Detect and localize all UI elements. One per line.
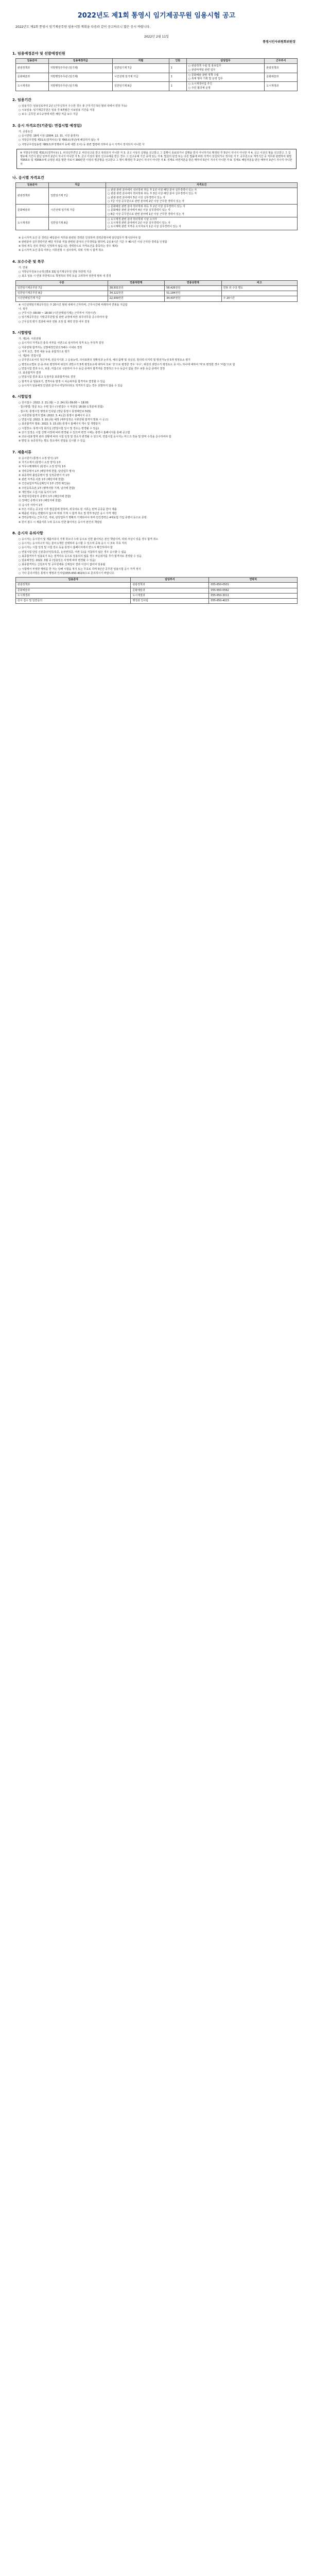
column-header: 비고 <box>221 280 297 285</box>
section-line: ② 자기소개서 (통영시 소정 양식) 1부 <box>19 461 61 465</box>
section-line: ○ 시험에서 부정한 행위를 한 자는 당해 시험을 정지 또는 무효로 하며 5년간 공무원 임용시험 응시 자격 정지 <box>19 567 141 571</box>
section-line: ※ 응시자격 요건 중 경력은 해당분야 직무와 관련된 경력만 인정하며 경력증명서에 담당업무가 명시되어야 함 <box>19 236 141 240</box>
table-row <box>16 593 298 598</box>
section-line: ⑪ 장애인 증명서 1부 (해당자에 한함) <box>19 499 61 503</box>
table-cell: 055-650-3011 <box>209 593 298 598</box>
table-cell: 51,184천원 <box>165 291 221 296</box>
section-line: ※ 모든 서류는 공고일 이후 발급분에 한하며, 외국어로 된 서류는 번역 공증을 받아 제출 <box>19 507 117 511</box>
table-cell: 055-650-4023 <box>209 599 298 604</box>
table-cell: 일반임기제 7급 <box>49 188 106 205</box>
section-line: ※ 발열 등 유증상자는 별도 장소에서 면접을 실시할 수 있음 <box>19 439 85 443</box>
section-line: ○ 최초 임용 시 연봉 하한액으로 책정하되 경력 등을 고려하여 상한액 범위 내 결정 <box>19 275 111 278</box>
section-line: ○ 임용기간: 임용일로부터 2년 (근무실적이 우수한 경우 총 근무기간 5년 범위 내에서 연장 가능) <box>19 104 127 108</box>
column-header: 담당부서 <box>131 578 209 583</box>
table-cell: 일반임기제 7급 <box>113 64 169 73</box>
document <box>12 0 301 604</box>
column-header: 구분 <box>16 280 108 285</box>
table-cell: 연봉 외 수당 별도 <box>221 285 297 291</box>
section-line: ○ 응시자는 응시하고자 하는 분야 1개만 선택하여 응시할 수 있으며 중복 응시 시 모두 무효 처리 <box>19 542 127 546</box>
section-line: ○ 근무실적 평가 결과에 따라 연봉 조정 및 계약 연장 여부 결정 <box>19 320 90 324</box>
table-cell: ○ 문화예술 관련 정책 수립 ○ 축제 행사 기획 및 운영 업무 <box>186 73 264 82</box>
table-cell: 34,437천원 <box>165 296 221 301</box>
section-line: ○ 최종합격자 발표: 2022. 3. 15.(화) 통영시 홈페이지 게시 및 개별통지 <box>19 422 101 426</box>
table-cell: 일반임기제공무원 8급 <box>16 291 108 296</box>
section-line: ○ 평정요소별로 상·중·하로 평정하며 위원의 과반수가 5개 평정요소에 대하여 모두 '상'으로 평정한 경우 '우수', 위원의 과반수가 평정요소 중 어느 하나에 대하여 '하'로 평정한 경우 '미흡'으로 함 <box>19 363 235 366</box>
table-row <box>16 205 298 217</box>
section-heading: 나. 응시별 자격요건 <box>12 175 44 180</box>
column-header: 담당업무 <box>186 59 264 64</box>
table-wrap <box>15 58 298 91</box>
table-head <box>16 578 298 583</box>
data-table <box>15 182 298 230</box>
section-line: ※ 경력증명서는 근무기간, 직위, 담당업무가 명확히 기재되어야 하며 민간경력은 4대보험 가입 증명서 등으로 증빙 <box>19 516 147 520</box>
section-line: ⑩ 취업지원대상자 증명서 1부 (해당자에 한함) <box>19 495 71 499</box>
notice-date: 2022년 2월 11일 <box>144 35 169 39</box>
table-wrap <box>15 577 298 604</box>
column-header: 임용분야 <box>16 59 49 64</box>
section-line: ○ 응시자는 시험 일정 및 시험 장소 등을 통영시 홈페이지에서 반드시 확인하여야 함 <box>19 546 113 550</box>
table-cell: 문화예술과 <box>265 73 298 82</box>
table-cell: 관광정책과 <box>16 583 131 588</box>
section-heading: 3. 응시 자격요건(기준일: 면접시험 예정일) <box>12 123 82 128</box>
section-line: 나. 제2차: 면접시험 <box>19 354 41 358</box>
table-cell: 주 20시간 <box>221 296 297 301</box>
column-header: 임용분야 <box>16 578 131 583</box>
table-cell: 문화예술과 <box>16 73 49 82</box>
table-cell: 관광정책과 <box>16 64 49 73</box>
table-cell: 일반임기제 8급 <box>49 217 106 230</box>
table-body <box>16 188 298 230</box>
table-cell: 도시재생과 <box>131 593 209 598</box>
table-header-row <box>16 280 298 285</box>
section-line: ※ 관련분야 실무경력이란 해당 직무와 직접 관련된 분야의 근무경력을 말하며, 1일 8시간 기준 주 40시간 이상 근무한 경력을 인정함 <box>19 240 167 244</box>
table-cell: ○ 문화예술 관련 분야 학사학위 취득 후 2년 이상 실무경력이 있는 자 ○ 문화예술 관련 분야에서 4년 이상 실무경력이 있는 자 ○ 8급 이상 공무원으로 관련 분야에 1년 이상 근무한 경력이 있는 자 <box>106 205 298 217</box>
top-note <box>12 0 301 4</box>
section-line: ○ 공무원으로서의 정신자세, 전문지식과 그 응용능력, 의사표현의 정확성과 논리성, 예의·품행 및 성실성, 창의력·의지력 및 발전가능성 5개 평정요소 평가 <box>19 359 190 362</box>
table-cell: 시간선택 임기제 가급 <box>49 205 106 217</box>
table-cell: 관광정책과 <box>131 583 209 588</box>
table-body <box>16 285 298 301</box>
section-heading: 2. 임용기간 <box>12 97 32 102</box>
table-cell: 일반임기제 8급 <box>113 82 169 91</box>
section-line: ○ 보수: 공무원 보수규정에 따른 해당 직급 보수 지급 <box>19 113 78 116</box>
section-line: ○ 기타 문의사항은 통영시 행정과 인사팀(055-650-4023)으로 문의하시기 바랍니다. <box>19 571 115 575</box>
table-cell: 문화예술과 <box>131 588 209 593</box>
table-cell: ○ 도시재생사업 추진 ○ 주민 협의체 운영 <box>186 82 264 91</box>
section-line: ③ 직무수행계획서 (통영시 소정 양식) 1부 <box>19 465 66 469</box>
section-line: ○ 임용예정일: 2022. 3월 중 (임용일은 사정에 따라 변경될 수 있음) <box>19 559 96 563</box>
section <box>12 450 301 524</box>
section-line: ○ 원서접수: 2022. 2. 21.(월) ~ 2. 24.(목) 09:00 ~ 18:00 <box>19 401 89 405</box>
data-table <box>15 280 298 302</box>
section <box>12 175 301 230</box>
table-row <box>16 64 298 73</box>
issuing-org: 통영시인사위원회위원장 <box>263 40 295 44</box>
section-line: 가. 연봉 <box>19 266 28 269</box>
table-row <box>16 188 298 205</box>
table-cell: 1 <box>169 82 186 91</box>
section-line: ○ 지방공무원보수규정 [별표 33] 임기제공무원 연봉 하한액 기준 <box>19 270 92 274</box>
table-cell: 지방행정주무관 (임기제) <box>48 82 112 91</box>
section <box>12 97 301 117</box>
section-line: - 접수방법: 방문 또는 우편 접수 (우편접수 시 마감일 18:00 도착분에 한함) <box>19 405 103 409</box>
section-line: ○ 서류전형 합격자 발표: 2022. 3. 4.(금) 통영시 홈페이지 공고 <box>19 414 91 417</box>
section <box>12 123 301 169</box>
section-heading: 6. 시험일정 <box>12 395 32 399</box>
table-row <box>16 583 298 588</box>
table-cell: 도시재생과 <box>265 82 298 91</box>
table-head <box>16 182 298 188</box>
intro-text: 2022년도 제1회 통영시 임기제공무원 임용시험 계획을 다음과 같이 공고하오니 많은 응시 바랍니다. <box>15 25 151 29</box>
table-row <box>16 217 298 230</box>
data-table <box>15 58 298 91</box>
table-row <box>16 588 298 593</box>
section-line: ⑦ 건강보험자격득실확인서 1부 (경력 확인용) <box>19 482 71 486</box>
note-box: ※ 지방공무원법 제31조(결격사유) 1. 피성년후견인 2. 파산선고를 받고 복권되지 아니한 자 3. 금고 이상의 실형을 선고받고 그 집행이 종료되거나 집행을 받지 아니하기로 확정된 후 5년이 지나지 아니한 자 4. 금고 이상의 형을 선고받고 그 집행유예 기간이 끝난 날부터 2년이 지나지 아니한 자 5. 금고 이상의 형의 선고유예를 받은 경우 그 선고유예 기간 중에 있는 자 6. 법원의 판결 또는 다른 법률에 따라 자격이 상실되거나 정지된 자 7. 공무원으로 재직기간 중 직무와 관련하여 형법 제355조 및 제356조에 규정된 죄를 범한 자로서 300만원 이상의 벌금형을 선고받고 그 형이 확정된 후 2년이 지나지 아니한 자 8. 징계로 파면처분을 받은 때부터 5년이 지나지 아니한 자 9. 징계로 해임처분을 받은 때부터 3년이 지나지 아니한 자 <box>16 149 297 169</box>
table-row <box>16 82 298 91</box>
column-header: 인원 <box>169 59 186 64</box>
column-header: 자격요건 <box>106 182 298 188</box>
section-line: ○ 최종합격자가 임용포기 또는 결격사유 등으로 임용되지 않을 경우 차순위자를 추가 합격자로 결정할 수 있음 <box>19 554 142 558</box>
section <box>12 236 301 253</box>
table-row <box>16 291 298 296</box>
column-header: 임용예정직급 <box>48 59 112 64</box>
table-cell <box>221 291 297 296</box>
section-line: 나. 복무 <box>19 307 28 311</box>
table-row <box>16 296 298 301</box>
section-line: ○ 서류전형 합격자는 선발예정인원의 5배수 이내로 결정 <box>19 346 82 349</box>
table-cell: 58,426천원 <box>165 285 221 291</box>
table-cell: 지방행정주무관 (임기제) <box>48 73 112 82</box>
table-body <box>16 583 298 604</box>
section-line: ○ 면접시험 결과 최고 득점자를 최종합격자로 결정 <box>19 376 76 379</box>
section <box>12 531 301 604</box>
table-cell: 도시재생과 <box>16 593 131 598</box>
table-cell: 22,939천원 <box>108 296 164 301</box>
table-cell: 055-650-0501 <box>209 583 298 588</box>
table-cell: ○ 관광정책 수립 및 홍보업무 ○ 관광마케팅 관련 업무 <box>186 64 264 73</box>
table-header-row <box>16 182 298 188</box>
section-heading: 7. 제출서류 <box>12 450 32 454</box>
section-line: ○ 시보임용: 임기제공무원은 임용 후 6개월간 시보임용 기간을 거침 <box>19 109 95 112</box>
section-line: ○ 지방공무원법 제31조(결격사유) 및 제65조(정년)에 해당하지 않는 자 <box>19 139 99 142</box>
table-cell: 문화예술과 <box>16 205 49 217</box>
section-line: ⑫ 응시자 서약서 1부 <box>19 503 43 507</box>
section-line: - 접수처: 통영시청 행정과 인사팀 (경남 통영시 통영해안로 515) <box>19 410 91 413</box>
section-line: 다. 최종합격자 결정 <box>19 371 41 375</box>
section-line: 가. 공통요건 <box>19 130 33 133</box>
column-header: 연락처 <box>209 578 298 583</box>
section-line: ※ 응시자격 요건 충족 여부는 서류전형 시 심사하며, 허위 기재 시 합격 취소 <box>19 249 103 252</box>
table-header-row <box>16 578 298 583</box>
section <box>12 394 301 444</box>
table-wrap <box>15 182 298 230</box>
section-heading: 8. 응시자 유의사항 <box>12 531 43 535</box>
section-line: ※ 상기 일정은 시험 진행 사정에 따라 변경될 수 있으며 변경 시에는 통영시 홈페이지를 통해 공고함 <box>19 431 130 434</box>
section-line: ○ 면접시험 결과 우수, 보통, 미흡으로 구분하여 우수 등급 중에서 합격자를 결정하고 우수 등급이 없을 경우 보통 등급 중에서 결정 <box>19 367 165 370</box>
table-cell: 관광정책과 <box>265 64 298 73</box>
section-line: ※ 원서 접수 시 제출서류 누락 등으로 인한 불이익은 응시자 본인의 책임임 <box>19 520 102 524</box>
section-line: ○ 응시자가 임용예정 인원과 같거나 미달하더라도 적격자가 없는 경우 선발하지 않을 수 있음 <box>19 384 123 387</box>
table-cell: 지방행정주무관 (임기제) <box>48 64 112 73</box>
section-line: ○ 면접시험 당일 신분증(주민등록증, 운전면허증, 여권 등)을 지참하지 않은 경우 응시할 수 없음 <box>19 550 127 554</box>
section-line: ① 응시원서 (통영시 소정 양식) 1부 <box>19 456 59 460</box>
table-cell: 시간선택 임기제 가급 <box>113 73 169 82</box>
table-cell: 도시재생과 <box>16 217 49 230</box>
section-line: ○ 시험장소: 통영시청 회의실 (면접시험 일시 및 장소는 변경될 수 있음) <box>19 427 99 430</box>
sections <box>12 51 301 604</box>
section-line: ○ 임기제공무원은 지방공무원법 및 관련 규정에 따른 복무의무를 준수하여야 함 <box>19 316 108 319</box>
section-line: ※ 시간선택임기제공무원은 주 20시간 범위 내에서 근무하며, 근무시간에 비례하여 연봉을 지급함 <box>19 303 128 307</box>
section-line: ⑧ 주민등록초본 1부 (병역사항 기재, 남자에 한함) <box>19 486 75 490</box>
table-cell: 행정과 인사팀 <box>131 599 209 604</box>
table-cell: 문화예술과 <box>16 588 131 593</box>
table-body <box>16 64 298 91</box>
section-line: ○ 합격자 중 임용포기, 결격사유 발생 시 차순위자를 합격자로 결정할 수 있음 <box>19 380 106 383</box>
table-cell: 055-650-0562 <box>209 588 298 593</box>
section-heading: 1. 임용예정분야 및 선발예정인원 <box>12 51 65 56</box>
section-line: ※ 제출된 서류는 반환하지 않으며 허위 기재 시 합격 취소 및 향후 5년간 응시 자격 제한 <box>19 512 117 516</box>
column-header: 직급 <box>49 182 106 188</box>
section-line: ○ 근무시간: 09:00 ~ 18:00 (시간선택임기제는 근무부서 지정시간) <box>19 312 96 315</box>
section-line: ○ 응시연령: 18세 이상 (2004. 12. 31. 이전 출생자) <box>19 134 79 138</box>
section-line: 가. 제1차: 서류전형 <box>19 337 41 341</box>
section-line: ○ 응시자의 자격요건 충족 여부를 서면으로 심사하여 적격 또는 부적격 결정 <box>19 342 104 345</box>
section <box>12 259 301 324</box>
section-line: ○ 지방공무원임용령 제65조(부정행위자 등에 대한 조치) 등 관련 법령에 의하여 응시 자격이 정지되지 아니한 자 <box>19 143 145 146</box>
section-line: ⑤ 최종학력 졸업증명서 및 성적증명서 각 1부 <box>19 473 70 477</box>
table-cell: 관광정책과 <box>16 188 49 205</box>
section-heading: 5. 시험방법 <box>12 330 32 335</box>
section-line: ※ 코로나19 방역 관리 상황에 따라 시험 일정 및 장소가 변경될 수 있으며, 면접시험 응시자는 마스크 착용 및 방역 수칙을 준수하여야 함 <box>19 435 171 439</box>
section-line: ○ 면접시험: 2022. 3. 10.(목) 예정 (세부일정은 서류전형 합격자 발표 시 공고) <box>19 418 109 422</box>
section <box>12 51 301 91</box>
table-cell: 일반임기제공무원 7급 <box>16 285 108 291</box>
column-header: 근무부서 <box>265 59 298 64</box>
section <box>12 330 301 388</box>
table-header-row <box>16 59 298 64</box>
table-cell: 38,931천원 <box>108 285 164 291</box>
column-header: 임용분야 <box>16 182 49 188</box>
table-cell: 원서 접수 및 일반문의 <box>16 599 131 604</box>
table-head <box>16 280 298 285</box>
table-cell: 1 <box>169 73 186 82</box>
table-head <box>16 59 298 64</box>
table-cell: ○ 관광 관련 분야에서 석사학위 취득 후 1년 이상 해당 분야 실무경력이 있는 자 ○ 관광 관련 분야에서 학사학위 취득 후 3년 이상 해당 분야 실무경력이 있는 자 ○ 관광 관련 분야에서 5년 이상 실무경력이 있는 자 ○ 7급 이상 공무원으로 관련 분야에 2년 이상 근무한 경력이 있는 자 <box>106 188 298 205</box>
table-row <box>16 599 298 604</box>
section-line: ⑨ 개인정보 수집·이용 동의서 1부 <box>19 490 57 494</box>
table-cell: 도시재생과 <box>16 82 49 91</box>
section-line: ※ 학위 취득 전의 경력은 인정하지 않음 (단, 경력만으로 자격요건을 충족하는 경우 제외) <box>19 245 118 248</box>
table-row <box>16 73 298 82</box>
section-line: ○ 자격 요건, 경력 내용 등을 종합적으로 평가 <box>19 350 70 353</box>
column-header: 직렬 <box>113 59 169 64</box>
column-header: 연봉하한액 <box>108 280 164 285</box>
table-cell: 1 <box>169 64 186 73</box>
table-row <box>16 285 298 291</box>
table-cell: ○ 도시재생 관련 분야 학사학위 이상 소지자 ○ 도시재생 관련 분야에서 2년 이상 실무경력이 있는 자 ○ 도시계획 관련 자격증 소지자로서 1년 이상 실무경력이 있는 자 <box>106 217 298 230</box>
page-title: 2022년도 제1회 통영시 임기제공무원 임용시험 공고 <box>77 12 236 20</box>
section-line: ○ 응시자는 응시원서 및 제출서류의 기재 착오나 누락 등으로 인한 불이익은 본인 책임이며, 허위 사실이 있을 경우 합격 취소 <box>19 537 159 541</box>
table-cell: 시간선택임기제 가급 <box>16 296 108 301</box>
column-header: 연봉상한액 <box>165 280 221 285</box>
data-table <box>15 577 298 604</box>
section-line: ④ 경력증명서 1부 (해당자에 한함, 담당업무 명시) <box>19 469 75 473</box>
table-cell: 34,122천원 <box>108 291 164 296</box>
section-line: ⑥ 관련 자격증 사본 1부 (해당자에 한함) <box>19 478 64 482</box>
section-line: ○ 최종합격자는 신원조사 및 공무원채용 신체검사 결과 이상이 없어야 임용됨 <box>19 563 106 567</box>
table-wrap <box>15 280 298 302</box>
section-heading: 4. 보수수준 및 복무 <box>12 259 45 264</box>
